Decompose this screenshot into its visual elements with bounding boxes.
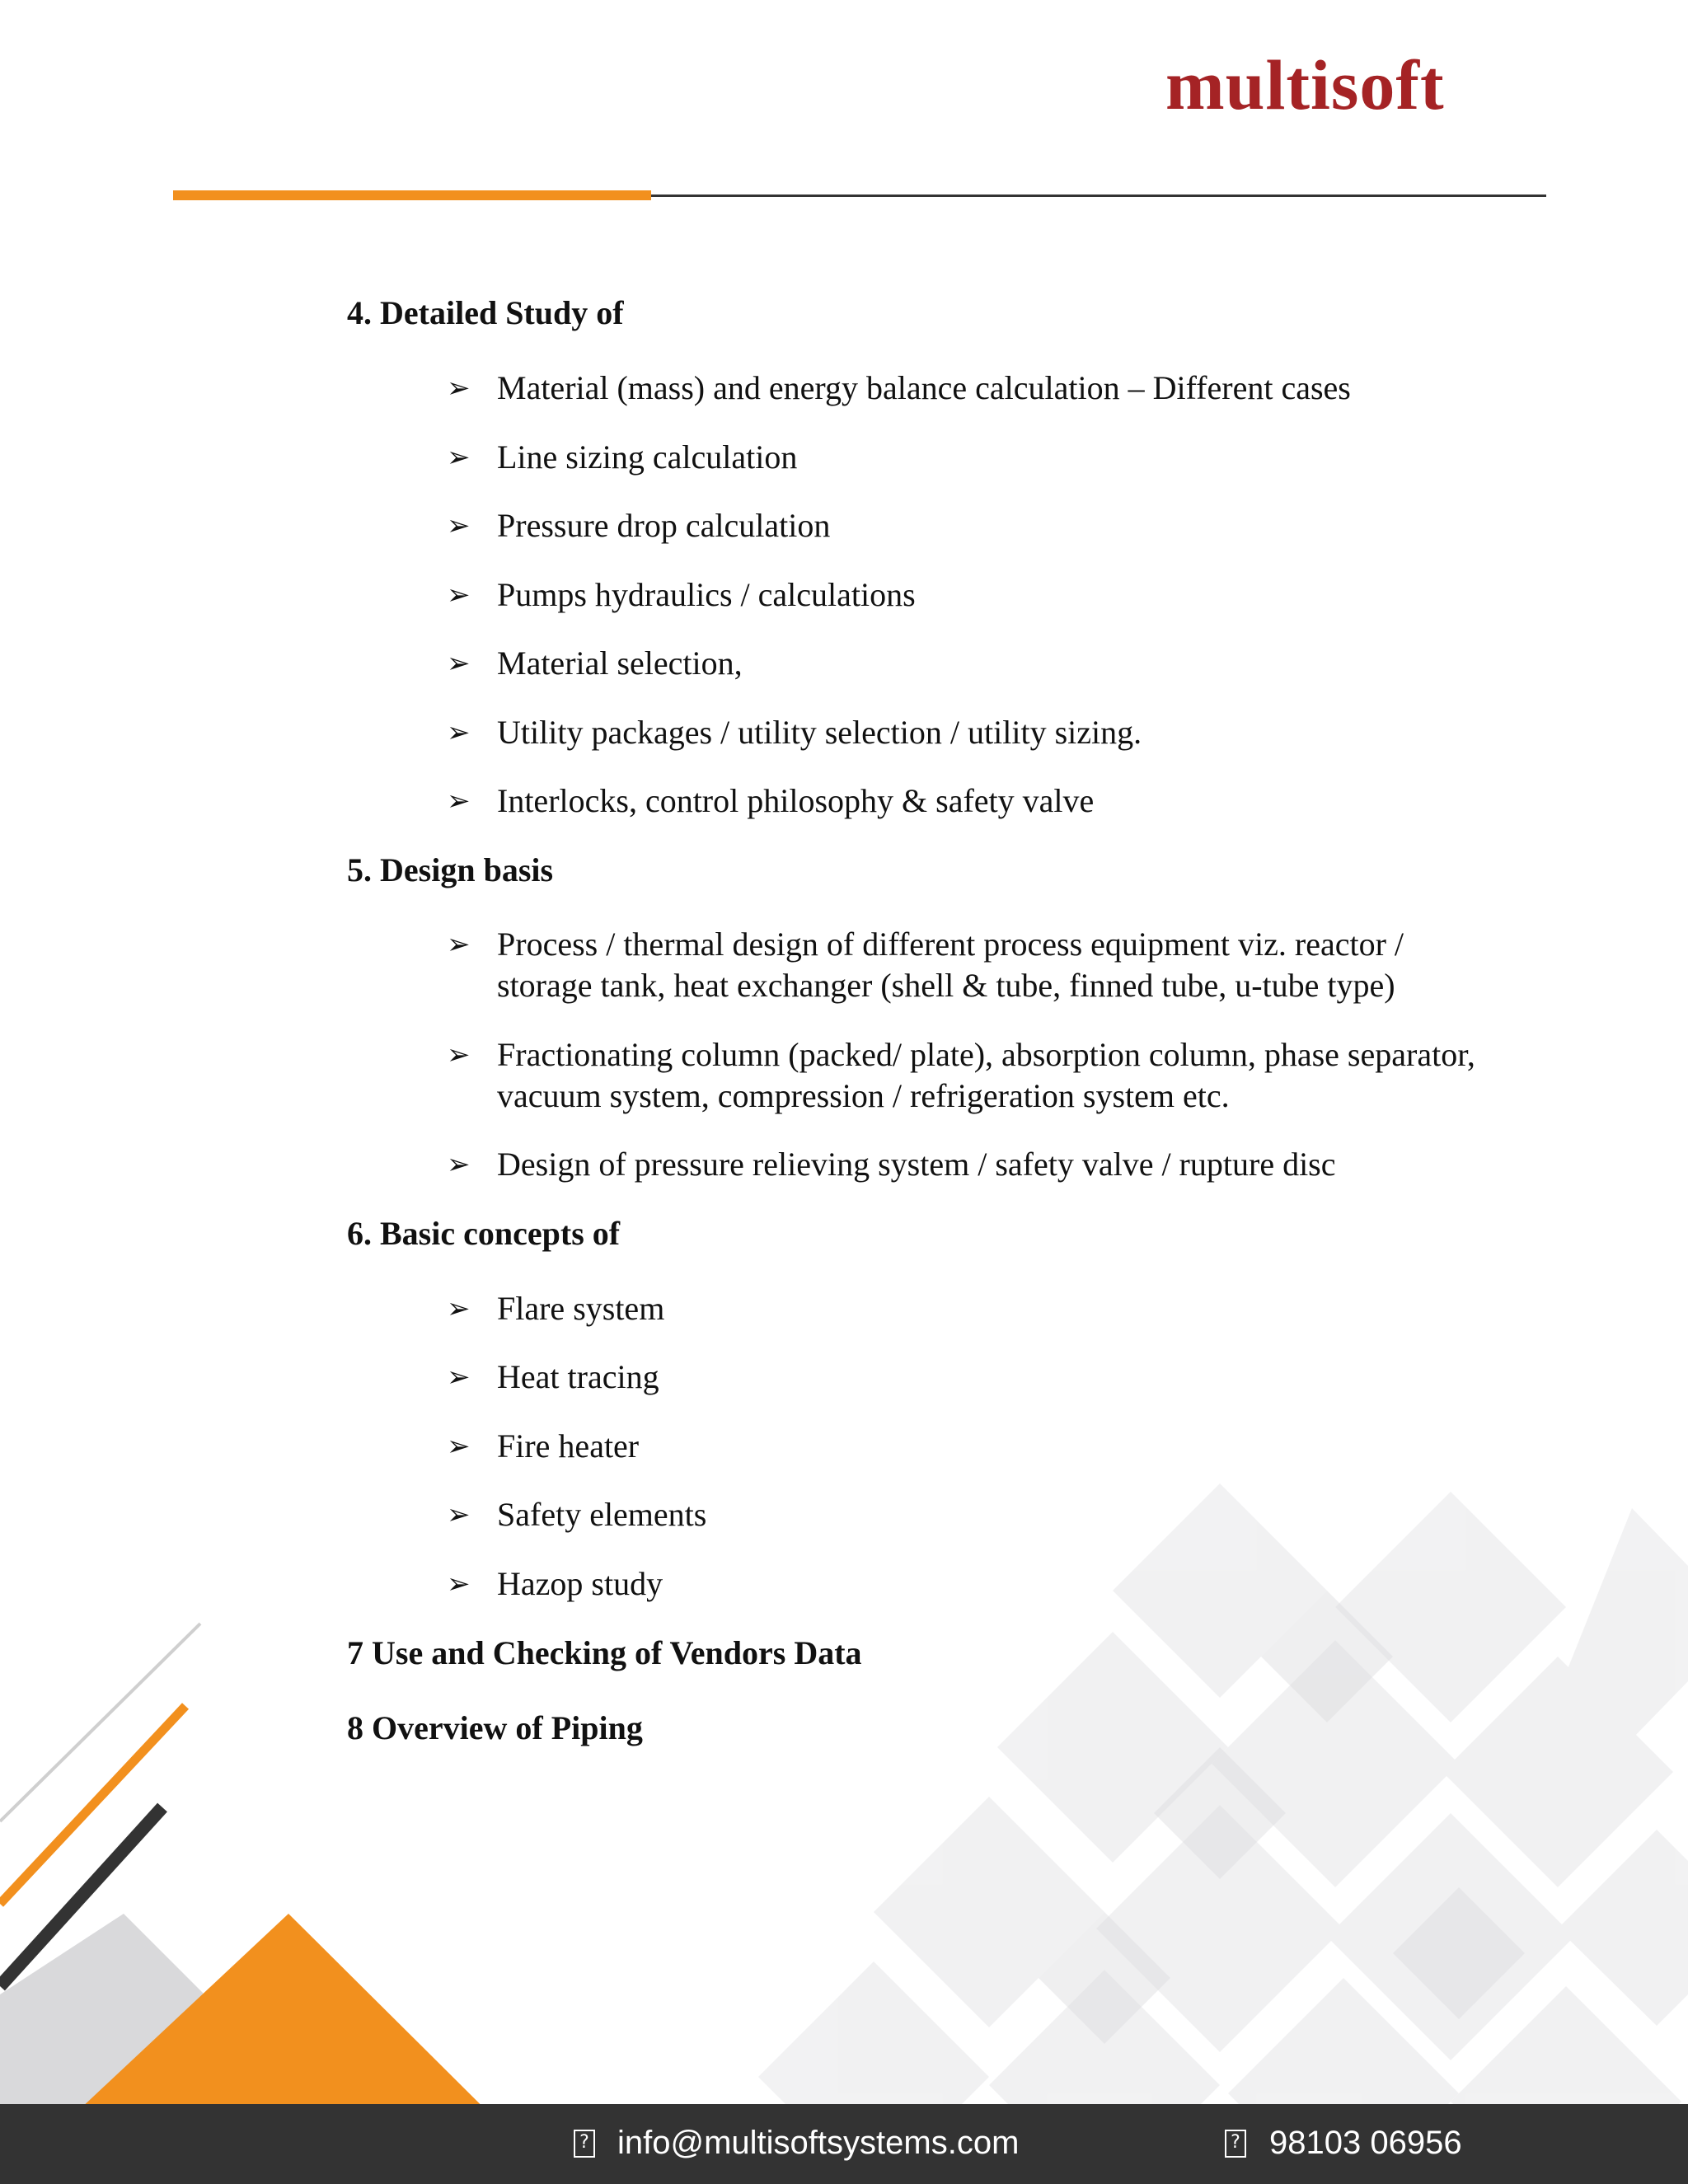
list-item-text: Interlocks, control philosophy & safety valve [497, 782, 1095, 819]
footer-email-link[interactable]: info@multisoftsystems.com [617, 2125, 1020, 2161]
arrow-bullet-icon: ➢ [447, 441, 471, 474]
list-item-text: Line sizing calculation [497, 438, 798, 476]
section-heading-4: 4. Detailed Study of [347, 294, 624, 331]
arrow-bullet-icon: ➢ [447, 1292, 471, 1325]
list-item-text: Pumps hydraulics / calculations [497, 576, 916, 613]
arrow-bullet-icon: ➢ [447, 579, 471, 612]
footer-phone: 98103 06956 [1269, 2125, 1462, 2161]
list-item-text: Process / thermal design of different process equipment viz. reactor / [497, 926, 1404, 963]
list-item-text: Heat tracing [497, 1358, 659, 1395]
arrow-bullet-icon: ➢ [447, 1361, 471, 1394]
arrow-bullet-icon: ➢ [447, 1568, 471, 1601]
arrow-bullet-icon: ➢ [447, 785, 471, 818]
header-accent-rule [173, 190, 651, 200]
list-item-text: vacuum system, compression / refrigeration system etc. [497, 1077, 1230, 1114]
arrow-bullet-icon: ➢ [447, 716, 471, 749]
list-item-text: storage tank, heat exchanger (shell & tube, finned tube, u-tube type) [497, 967, 1395, 1004]
list-item-text: Fractionating column (packed/ plate), absorption column, phase separator, [497, 1036, 1475, 1073]
list-item-text: Material selection, [497, 644, 743, 682]
section-heading-5: 5. Design basis [347, 851, 554, 888]
arrow-bullet-icon: ➢ [447, 372, 471, 405]
section-heading-7: 7 Use and Checking of Vendors Data [347, 1634, 862, 1671]
arrow-bullet-icon: ➢ [447, 1148, 471, 1181]
list-item-text: Flare system [497, 1290, 665, 1327]
arrow-bullet-icon: ➢ [447, 1430, 471, 1463]
arrow-bullet-icon: ➢ [447, 928, 471, 961]
section-heading-6: 6. Basic concepts of [347, 1215, 621, 1252]
header-divider-rule [651, 194, 1546, 197]
section-heading-8: 8 Overview of Piping [347, 1709, 643, 1746]
email-icon: ? [574, 2130, 595, 2158]
list-item-text: Pressure drop calculation [497, 507, 831, 544]
arrow-bullet-icon: ➢ [447, 647, 471, 680]
list-item-text: Design of pressure relieving system / safety valve / rupture disc [497, 1146, 1336, 1183]
list-item-text: Material (mass) and energy balance calculation – Different cases [497, 369, 1351, 406]
list-item-text: Fire heater [497, 1427, 640, 1465]
phone-icon: ? [1225, 2130, 1246, 2158]
list-item-text: Hazop study [497, 1565, 663, 1602]
arrow-bullet-icon: ➢ [447, 1498, 471, 1531]
arrow-bullet-icon: ➢ [447, 1038, 471, 1071]
list-item-text: Utility packages / utility selection / utility sizing. [497, 714, 1142, 751]
arrow-bullet-icon: ➢ [447, 509, 471, 542]
list-item-text: Safety elements [497, 1496, 707, 1533]
multisoft-logo: multisoft [1165, 45, 1445, 124]
